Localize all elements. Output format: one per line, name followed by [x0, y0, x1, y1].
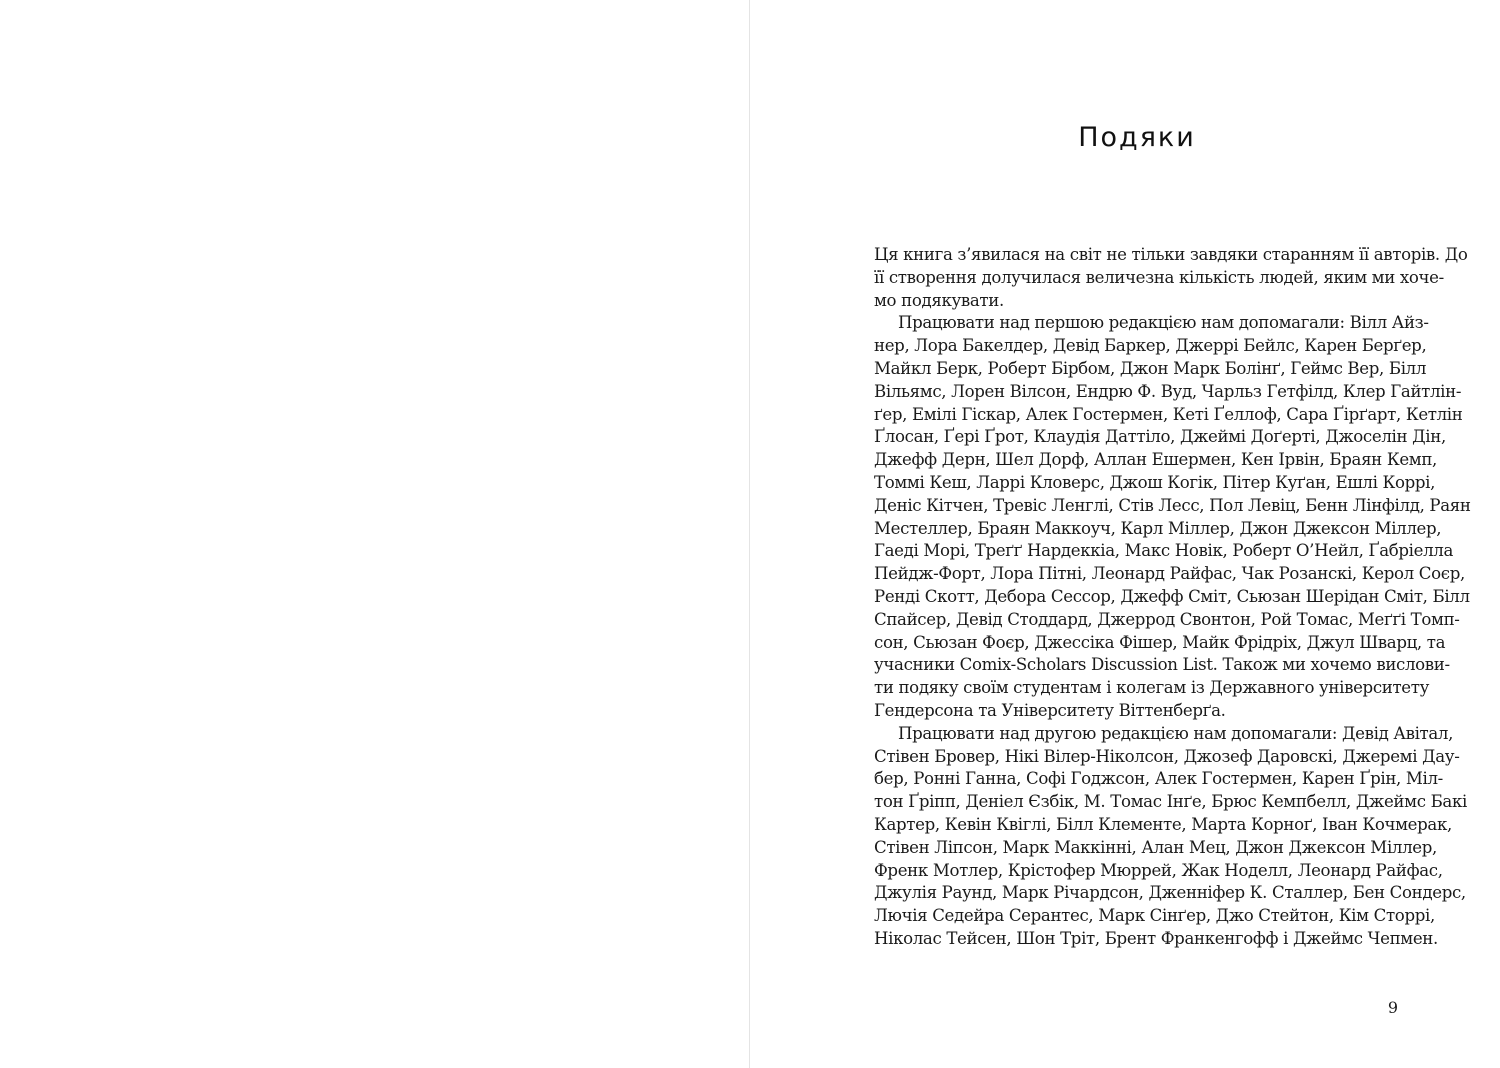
text-line: її створення долучилася величезна кількість людей, яким ми хоче- — [874, 267, 1444, 287]
chapter-title: Подяки — [1078, 122, 1196, 153]
text-line: бер, Ронні Ганна, Софі Годжсон, Алек Гостермен, Карен Ґрін, Міл- — [874, 769, 1443, 789]
text-line: Ця книга з’явилася на світ не тільки завдяки старанням її авторів. До — [874, 245, 1468, 264]
text-line: учасники Comix-Scholars Discussion List. Також ми хочемо вислови- — [874, 655, 1450, 675]
text-line: Местеллер, Браян Маккоуч, Карл Міллер, Джон Джексон Міллер, — [874, 518, 1442, 538]
text-line: Джефф Дерн, Шел Дорф, Аллан Ешермен, Кен Ірвін, Браян Кемп, — [874, 450, 1437, 470]
text-line: Стівен Бровер, Нікі Вілер-Ніколсон, Джозеф Даровскі, Джеремі Дау- — [874, 746, 1460, 766]
text-line: тон Ґріпп, Деніел Єзбік, М. Томас Інґе, Брюс Кемпбелл, Джеймс Бакі — [874, 792, 1467, 812]
text-line: Ренді Скотт, Дебора Сессор, Джефф Сміт, Сьюзан Шерідан Сміт, Білл — [874, 586, 1470, 606]
text-line: Томмі Кеш, Ларрі Кловерс, Джош Когік, Пітер Куґан, Ешлі Коррі, — [874, 472, 1436, 492]
left-page-blank — [0, 0, 749, 1068]
text-line: Джулія Раунд, Марк Річардсон, Дженніфер К. Сталлер, Бен Сондерс, — [874, 883, 1466, 903]
text-line: нер, Лора Бакелдер, Девід Баркер, Джеррі Бейлс, Карен Берґер, — [874, 336, 1427, 356]
text-line: ґер, Емілі Гіскар, Алек Гостермен, Кеті Ґеллоф, Сара Ґірґарт, Кетлін — [874, 404, 1463, 424]
text-line: Гендерсона та Університету Віттенберґа. — [874, 700, 1226, 720]
text-line: Працювати над першою редакцією нам допомагали: Вілл Айз- — [898, 313, 1429, 333]
text-line: сон, Сьюзан Фоєр, Джессіка Фішер, Майк Фрідріх, Джул Шварц, та — [874, 632, 1446, 652]
text-line: Картер, Кевін Квіглі, Білл Клементе, Марта Корноґ, Іван Кочмерак, — [874, 814, 1452, 834]
text-line: Вільямс, Лорен Вілсон, Ендрю Ф. Вуд, Чарльз Гетфілд, Клер Гайтлін- — [874, 381, 1462, 401]
text-line: Ґлосан, Ґері Ґрот, Клаудія Даттіло, Джеймі Доґерті, Джоселін Дін, — [874, 427, 1446, 447]
text-line: Майкл Берк, Роберт Бірбом, Джон Марк Болінґ, Геймс Вер, Білл — [874, 358, 1427, 378]
page-number: 9 — [1387, 998, 1398, 1017]
text-line: Працювати над другою редакцією нам допомагали: Девід Авітал, — [898, 723, 1454, 743]
text-line: Стівен Ліпсон, Марк Маккінні, Алан Мец, Джон Джексон Міллер, — [874, 837, 1437, 857]
text-line: Пейдж-Форт, Лора Пітні, Леонард Райфас, Чак Розанскі, Керол Соєр, — [874, 564, 1465, 584]
text-line: Лючія Седейра Серантес, Марк Сінґер, Джо Стейтон, Кім Сторрі, — [874, 906, 1435, 926]
text-line: Деніс Кітчен, Тревіс Ленглі, Стів Лесс, Пол Левіц, Бенн Лінфілд, Раян — [874, 495, 1471, 515]
acknowledgements-text — [874, 244, 1471, 951]
text-line: Френк Мотлер, Крістофер Мюррей, Жак Ноделл, Леонард Райфас, — [874, 860, 1443, 880]
text-line: Ніколас Тейсен, Шон Тріт, Брент Франкенгофф і Джеймс Чепмен. — [874, 928, 1438, 948]
text-line: мо подякувати. — [874, 290, 1004, 310]
text-line: Спайсер, Девід Стоддард, Джеррод Свонтон, Рой Томас, Меґґі Томп- — [874, 609, 1460, 629]
text-line: ти подяку своїм студентам і колегам із Державного університету — [874, 678, 1430, 698]
text-line: Гаеді Морі, Треґґ Нардеккіа, Макс Новік, Роберт О’Нейл, Ґабріелла — [874, 541, 1454, 561]
